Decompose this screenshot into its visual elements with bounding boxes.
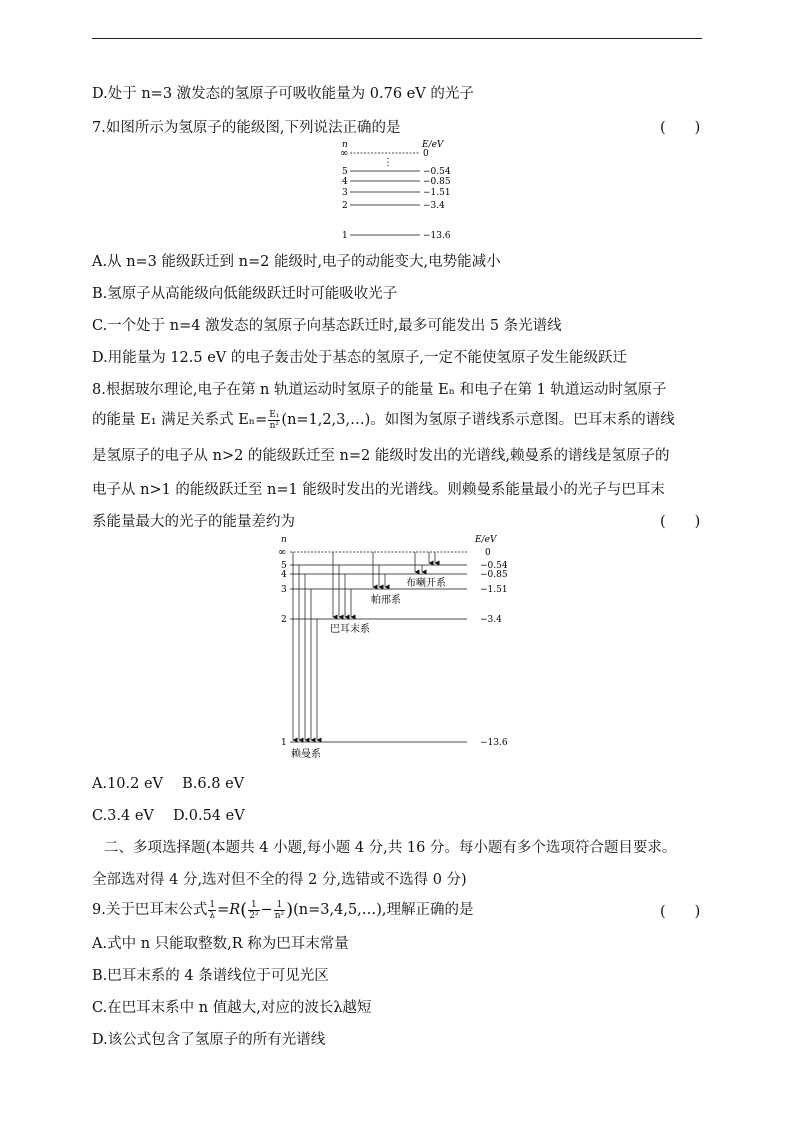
q8-level-5-e: −0.54 [480,561,508,571]
q8-level-inf-e: 0 [485,548,491,558]
q7-level-4-e: −0.85 [423,177,451,187]
q8-level-3-n: 3 [281,585,287,595]
q8-options-ab: A.10.2 eV B.6.8 eV [92,776,245,792]
q8-answer-bracket: ( ) [660,514,701,530]
q8-stem-line5: 系能量最大的光子的能量差约为 [92,514,295,530]
q9-left-paren: ( [240,899,248,921]
q9-equals-r: =R [217,902,241,918]
q8-options-cd: C.3.4 eV D.0.54 eV [92,808,245,824]
q9-stem [92,898,704,921]
q8-stem-line3: 是氢原子的电子从 n>2 的能级跃迁至 n=2 能级时发出的光谱线,赖曼系的谱线是氢原子的 [92,448,670,464]
q7-option-d: D.用能量为 12.5 eV 的电子轰击处于基态的氢原子,一定不能使氢原子发生能级跃迁 [92,350,627,366]
q8-stem-line2-end: (n=1,2,3,…)。如图为氢原子谱线系示意图。巴耳末系的谱线 [281,412,675,428]
q9-stem-end: (n=3,4,5,…),理解正确的是 [293,902,474,918]
q9-fraction-1 [248,900,259,921]
header-rule [92,38,702,39]
q7-level-inf-n: ∞ [340,148,349,159]
section2-instructions: 全部选对得 4 分,选对但不全的得 2 分,选错或不选得 0 分) [92,872,467,888]
q7-level-2-n: 2 [342,201,348,211]
q7-option-c: C.一个处于 n=4 激发态的氢原子向基态跃迁时,最多可能发出 5 条光谱线 [92,318,562,334]
q7-level-inf-e: 0 [423,149,429,159]
q7-level-3-e: −1.51 [423,188,451,198]
q8-fraction-denominator: n² [269,420,280,431]
q8-fraction-numerator: E₁ [269,409,280,420]
q7-level-1-e: −13.6 [423,231,451,241]
q8-level-2-e: −3.4 [480,615,502,625]
q9-option-c: C.在巴耳末系中 n 值越大,对应的波长λ越短 [92,1000,372,1016]
q8-stem-line4: 电子从 n>1 的能级跃迁至 n=1 能级时发出的光谱线。则赖曼系能量最小的光子与巴耳末 [92,482,665,498]
q9-f3-numerator: 1 [274,900,285,911]
q9-f3-denominator: n² [274,910,285,921]
q8-stem-line2 [92,408,704,431]
q8-level-1-e: −13.6 [480,738,508,748]
q8-n-header: n [281,535,287,545]
q9-f2-denominator: 2² [249,910,259,921]
q8-level-2-n: 2 [281,615,287,625]
q7-e-header: E/eV [422,140,444,150]
q8-level-5-n: 5 [281,561,287,571]
q9-right-paren: ) [286,899,294,921]
q7-level-5-n: 5 [342,167,348,177]
q9-fraction-inverse-lambda [208,900,216,921]
q6-option-d: D.处于 n=3 激发态的氢原子可吸收能量为 0.76 eV 的光子 [92,86,474,102]
q7-level-1-n: 1 [342,231,348,241]
q8-level-1-n: 1 [281,738,287,748]
q8-level-4-n: 4 [281,570,287,580]
q7-answer-bracket: ( ) [660,120,701,136]
q7-level-2-e: −3.4 [423,201,445,211]
q8-spectral-series-diagram [275,532,520,764]
q7-level-5-e: −0.54 [423,167,451,177]
q8-e-header: E/eV [475,535,497,545]
q8-energy-fraction [268,410,280,431]
q7-option-b: B.氢原子从高能级向低能级跃迁时可能吸收光子 [92,286,398,302]
q9-stem-start: 9.关于巴耳末公式 [92,902,208,918]
q7-level-4-n: 4 [342,177,348,187]
q7-level-3-n: 3 [342,188,348,198]
q8-series-brackett-label: 布喇开系 [406,578,446,589]
section2-heading: 二、多项选择题(本题共 4 小题,每小题 4 分,共 16 分。每小题有多个选项符合题目要求。 [104,840,677,856]
q8-level-inf-n: ∞ [278,547,287,558]
q9-f1-numerator: 1 [209,899,216,910]
q8-series-balmer-label: 巴耳末系 [330,624,370,635]
q8-series-paschen-label: 帕邢系 [371,595,401,606]
q7-option-a: A.从 n=3 能级跃迁到 n=2 能级时,电子的动能变大,电势能减小 [92,254,501,270]
q9-minus: − [260,902,273,918]
q9-answer-bracket: ( ) [660,904,701,920]
q8-series-lyman-label: 赖曼系 [291,749,321,760]
q8-level-4-e: −0.85 [480,570,508,580]
q9-fraction-2 [274,900,285,921]
q7-stem: 7.如图所示为氢原子的能级图,下列说法正确的是 [92,120,401,136]
q7-n-header: n [342,140,348,150]
q9-f2-numerator: 1 [248,900,259,911]
q9-option-a: A.式中 n 只能取整数,R 称为巴耳末常量 [92,936,349,952]
q9-f1-denominator: λ [209,910,216,921]
q9-option-b: B.巴耳末系的 4 条谱线位于可见光区 [92,968,329,984]
q9-option-d: D.该公式包含了氢原子的所有光谱线 [92,1032,326,1048]
q8-stem-line2-start: 的能量 E₁ 满足关系式 Eₙ= [92,412,268,428]
q8-level-3-e: −1.51 [480,585,508,595]
q7-energy-level-diagram [330,138,470,248]
q7-ellipsis: ⋮ [383,157,393,168]
q8-stem-line1: 8.根据玻尔理论,电子在第 n 轨道运动时氢原子的能量 Eₙ 和电子在第 1 轨道运动时氢原子 [92,382,667,398]
